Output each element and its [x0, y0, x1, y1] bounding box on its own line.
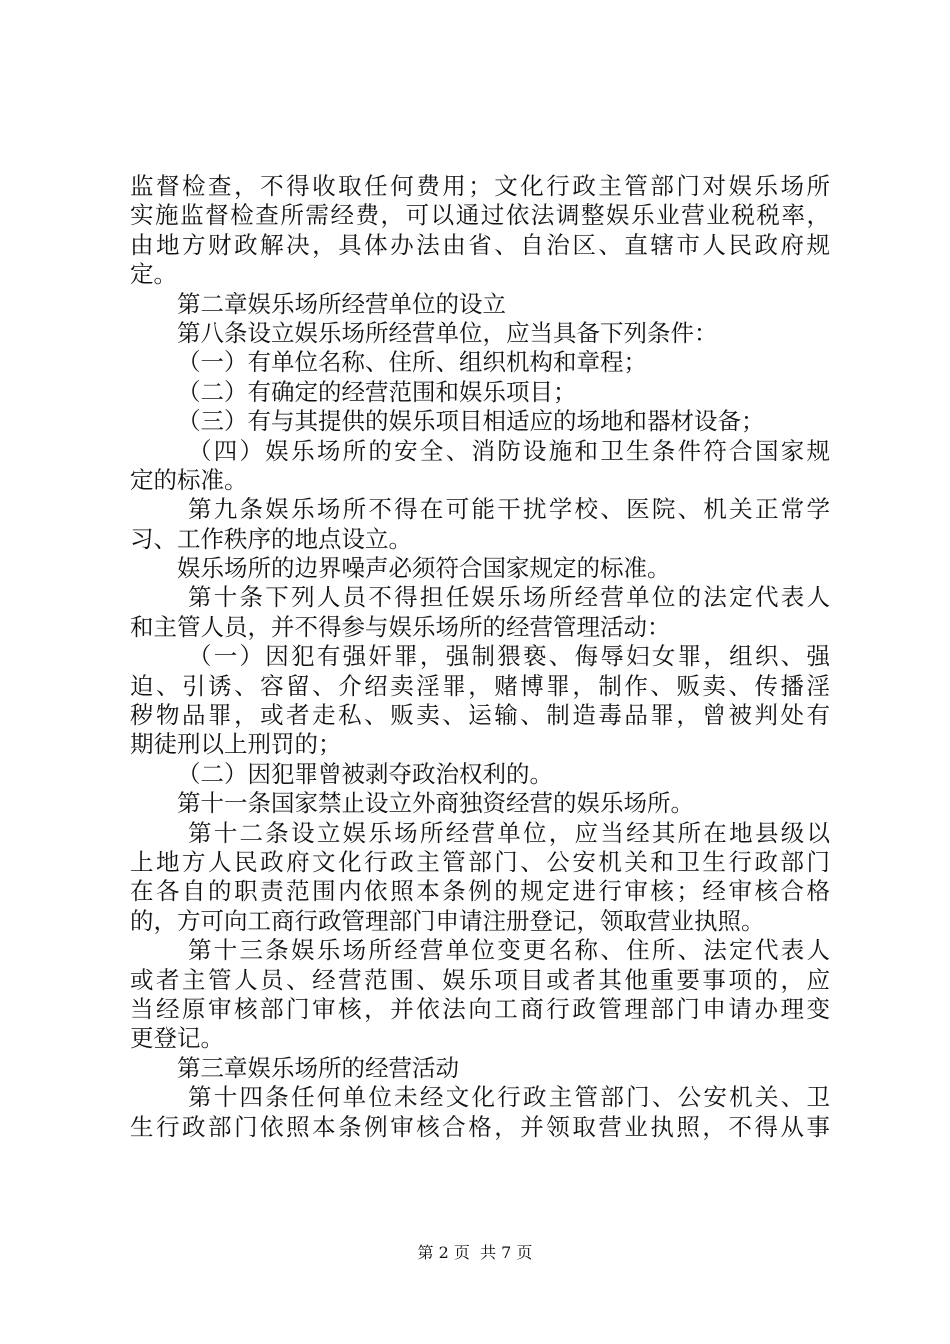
text-line: 更登记。 [130, 1024, 224, 1053]
text-line: 第十条下列人员不得担任娱乐场所经营单位的法定代表人 [188, 583, 830, 612]
text-line: （三）有与其提供的娱乐项目相适应的场地和器材设备； [177, 407, 765, 436]
text-line: 期徒刑以上刑罚的； [130, 730, 342, 759]
page-number-label: 第 2 页 共 7 页 [417, 1243, 533, 1262]
text-line: 定的标准。 [130, 465, 248, 494]
text-line: （二）因犯罪曾被剥夺政治权利的。 [177, 759, 553, 788]
text-line: （一）因犯有强奸罪，强制猥亵、侮辱妇女罪，组织、强 [188, 642, 830, 671]
text-line: 第二章娱乐场所经营单位的设立 [177, 289, 506, 318]
text-line: 定。 [130, 260, 177, 289]
text-line: （一）有单位名称、住所、组织机构和章程； [177, 348, 647, 377]
text-line: 秽物品罪，或者走私、贩卖、运输、制造毒品罪，曾被判处有 [130, 701, 830, 730]
text-line: 在各自的职责范围内依照本条例的规定进行审核；经审核合格 [130, 877, 830, 906]
document-body [130, 172, 830, 1142]
page-footer [0, 1243, 950, 1263]
text-line: 第九条娱乐场所不得在可能干扰学校、医院、机关正常学 [188, 495, 830, 524]
text-line: 第十三条娱乐场所经营单位变更名称、住所、法定代表人 [188, 936, 830, 965]
text-line: （二）有确定的经营范围和娱乐项目； [177, 377, 577, 406]
text-line: 娱乐场所的边界噪声必须符合国家规定的标准。 [177, 554, 671, 583]
text-line: 或者主管人员、经营范围、娱乐项目或者其他重要事项的，应 [130, 965, 830, 994]
text-line: 的，方可向工商行政管理部门申请注册登记，领取营业执照。 [130, 906, 765, 935]
text-line: 生行政部门依照本条例审核合格，并领取营业执照，不得从事 [130, 1112, 830, 1141]
text-line: 迫、引诱、容留、介绍卖淫罪，赌博罪，制作、贩卖、传播淫 [130, 671, 830, 700]
text-line: 第三章娱乐场所的经营活动 [177, 1053, 459, 1082]
text-line: 习、工作秩序的地点设立。 [130, 524, 412, 553]
text-line: 第十四条任何单位未经文化行政主管部门、公安机关、卫 [188, 1083, 830, 1112]
text-line: 上地方人民政府文化行政主管部门、公安机关和卫生行政部门 [130, 847, 830, 876]
text-line: 第十二条设立娱乐场所经营单位，应当经其所在地县级以 [188, 818, 830, 847]
text-line: 监督检查，不得收取任何费用；文化行政主管部门对娱乐场所 [130, 172, 830, 200]
text-line: 第八条设立娱乐场所经营单位，应当具备下列条件： [177, 318, 718, 347]
text-line: 实施监督检查所需经费，可以通过依法调整娱乐业营业税税率， [130, 201, 830, 230]
text-line: （四）娱乐场所的安全、消防设施和卫生条件符合国家规 [188, 436, 830, 465]
text-line: 和主管人员，并不得参与娱乐场所的经营管理活动： [130, 612, 671, 641]
text-line: 由地方财政解决，具体办法由省、自治区、直辖市人民政府规 [130, 230, 830, 259]
text-line: 第十一条国家禁止设立外商独资经营的娱乐场所。 [177, 789, 694, 818]
text-line: 当经原审核部门审核，并依法向工商行政管理部门申请办理变 [130, 994, 830, 1023]
